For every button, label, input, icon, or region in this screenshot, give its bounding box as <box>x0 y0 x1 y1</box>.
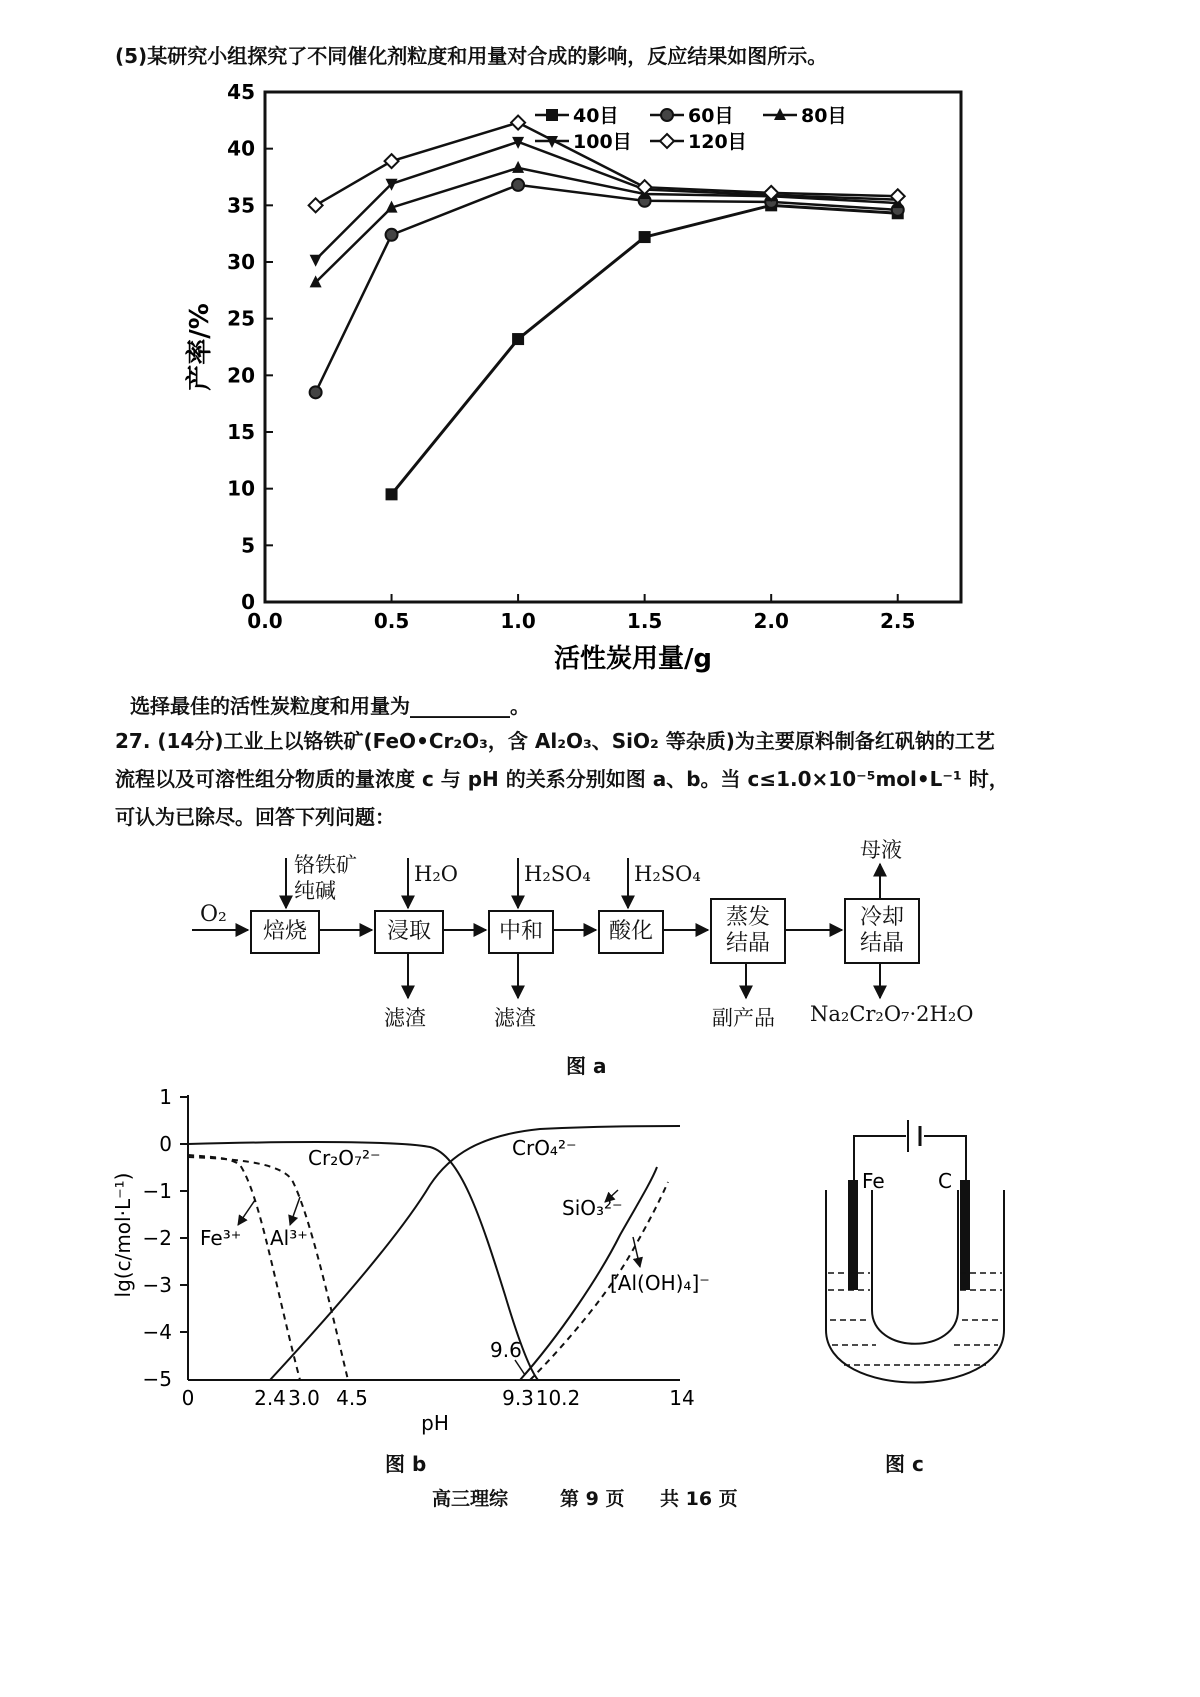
flow-output-residue-1: 滤渣 <box>384 1006 426 1030</box>
data-point <box>891 189 905 203</box>
figure-b-caption: 图 b <box>385 1452 427 1476</box>
y-tick-label: 45 <box>227 80 255 104</box>
fig-b-ytick: −1 <box>142 1179 172 1203</box>
legend-marker <box>660 134 674 148</box>
question5-answer-prompt: 选择最佳的活性炭粒度和用量为__________。 <box>130 694 530 718</box>
legend-label: 60目 <box>688 105 734 127</box>
curve-al3 <box>188 1157 348 1380</box>
flow-o2-label: O₂ <box>200 902 227 927</box>
legend-item <box>763 105 846 127</box>
figure-b-plot <box>100 1085 720 1435</box>
flow-input-water: H₂O <box>414 862 458 886</box>
c-label: C <box>938 1169 952 1193</box>
footer-page: 第 9 页 <box>560 1488 625 1510</box>
question27-line-1: 27. (14分)工业上以铬铁矿(FeO•Cr₂O₃，含 Al₂O₃、SiO₂ 等杂质)为主要原料制备红矾钠的工艺 <box>115 729 995 753</box>
flow-input-acid-1: H₂SO₄ <box>524 862 591 886</box>
y-tick-label: 0 <box>241 590 255 614</box>
data-point <box>511 116 525 130</box>
fig-b-ytick: −2 <box>142 1226 172 1250</box>
fig-b-y-title: lg(c/mol·L⁻¹) <box>111 1172 135 1298</box>
data-point <box>385 154 399 168</box>
question27-line-3: 可认为已除尽。回答下列问题： <box>115 805 395 829</box>
series-line <box>316 168 898 282</box>
y-tick-label: 15 <box>227 420 255 444</box>
flow-output-byproduct: 副产品 <box>712 1006 775 1030</box>
flow-step-acidify: 酸化 <box>598 910 664 954</box>
x-tick-label: 1.5 <box>626 609 663 633</box>
label-cr2o7: Cr₂O₇²⁻ <box>308 1146 381 1170</box>
fig-b-ytick: −4 <box>142 1320 172 1344</box>
legend-marker <box>546 109 558 121</box>
curve-cr2o7 <box>188 1142 538 1380</box>
data-point <box>512 333 524 345</box>
flow-input-acid-2: H₂SO₄ <box>634 862 701 886</box>
figure-c-caption: 图 c <box>885 1452 924 1476</box>
x-tick-label: 1.0 <box>500 609 536 633</box>
y-tick-label: 25 <box>227 306 255 331</box>
y-tick-label: 40 <box>227 136 255 161</box>
label-aloh4: [Al(OH)₄]⁻ <box>610 1271 710 1295</box>
series-line <box>392 205 898 494</box>
fe-label: Fe <box>862 1169 885 1193</box>
data-point <box>512 179 524 191</box>
series-100目 <box>310 137 904 267</box>
flow-output-product: Na₂Cr₂O₇·2H₂O <box>810 1002 974 1026</box>
x-tick-label: 0.5 <box>373 609 410 633</box>
x-axis-title: 活性炭用量/g <box>553 644 713 674</box>
fig-b-xmark: 14 <box>669 1386 695 1410</box>
x-tick-label: 2.0 <box>753 609 789 633</box>
label-sio3: SiO₃²⁻ <box>562 1196 623 1220</box>
legend-item <box>650 131 747 153</box>
plot-frame <box>265 92 961 602</box>
fig-b-xmark: 2.4 <box>254 1386 286 1410</box>
series-line <box>316 185 898 392</box>
data-point <box>639 231 651 243</box>
y-tick-label: 10 <box>227 476 255 501</box>
y-axis-title: 产率/% <box>185 303 215 391</box>
label-al3: Al³⁺ <box>270 1226 308 1250</box>
fig-b-ytick: −3 <box>142 1273 172 1297</box>
label-9-6: 9.6 <box>490 1338 522 1362</box>
data-point <box>512 161 524 173</box>
legend-item <box>535 131 632 153</box>
question27-line-2: 流程以及可溶性组分物质的量浓度 c 与 pH 的关系分别如图 a、b。当 c≤1.0×10⁻⁵mol•L⁻¹ 时， <box>115 767 1009 791</box>
flow-step-leach: 浸取 <box>374 910 444 954</box>
data-point <box>309 198 323 212</box>
y-tick-label: 20 <box>227 363 255 388</box>
x-tick-label: 2.5 <box>880 609 916 633</box>
flow-step-neutralize: 中和 <box>488 910 554 954</box>
flow-step-cool: 冷却 结晶 <box>844 898 920 964</box>
series-60目 <box>310 179 904 398</box>
y-tick-label: 35 <box>227 193 255 218</box>
footer-subject: 高三理综 <box>432 1488 509 1510</box>
flow-output-residue-2: 滤渣 <box>494 1006 536 1030</box>
y-tick-label: 5 <box>241 533 255 558</box>
legend-label: 40目 <box>573 105 619 127</box>
legend-item <box>650 105 733 127</box>
x-tick-label: 0.0 <box>247 609 283 633</box>
fig-b-xmark: 0 <box>181 1386 195 1410</box>
label-fe3: Fe³⁺ <box>200 1226 242 1250</box>
legend-marker <box>661 109 673 121</box>
data-point <box>310 255 322 267</box>
fig-b-ytick: −5 <box>142 1367 172 1391</box>
data-point <box>386 229 398 241</box>
figure-c-apparatus <box>820 1110 1020 1430</box>
flow-mother-liquor: 母液 <box>860 838 902 862</box>
footer-total: 共 16 页 <box>660 1488 738 1510</box>
series-line <box>316 142 898 260</box>
u-tube-inner <box>872 1190 958 1344</box>
yield-line-chart <box>170 75 980 685</box>
fig-b-ytick: 0 <box>159 1132 172 1156</box>
fig-b-xmark: 3.0 <box>288 1386 320 1410</box>
flow-step-roast: 焙烧 <box>250 910 320 954</box>
label-cro4: CrO₄²⁻ <box>512 1136 577 1160</box>
data-point <box>310 386 322 398</box>
flow-input-ore-soda: 铬铁矿 纯碱 <box>294 853 357 903</box>
fig-b-x-title: pH <box>421 1411 449 1435</box>
legend-label: 80目 <box>801 105 847 127</box>
fig-b-xmark: 4.5 <box>336 1386 368 1410</box>
question5-intro: (5)某研究小组探究了不同催化剂粒度和用量对合成的影响，反应结果如图所示。 <box>115 44 828 68</box>
series-40目 <box>386 199 904 500</box>
curve-fe3 <box>188 1155 300 1380</box>
legend-label: 120目 <box>688 131 747 153</box>
flow-step-evaporate: 蒸发 结晶 <box>710 898 786 964</box>
fig-b-xmark: 10.2 <box>535 1386 581 1410</box>
fig-b-ytick: 1 <box>159 1085 172 1109</box>
fig-b-xmark: 9.3 <box>502 1386 534 1410</box>
legend-item <box>535 105 618 127</box>
legend-label: 100目 <box>573 131 632 153</box>
figure-a-caption: 图 a <box>566 1054 607 1078</box>
y-tick-label: 30 <box>227 250 255 274</box>
data-point <box>386 488 398 500</box>
